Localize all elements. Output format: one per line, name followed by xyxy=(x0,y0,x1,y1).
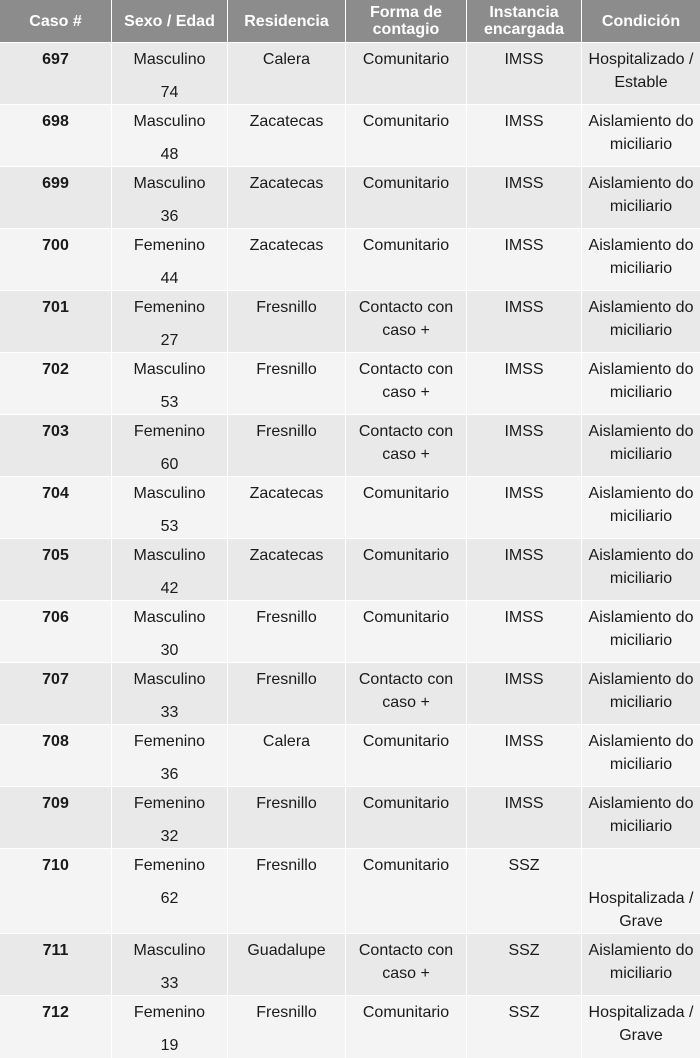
case-number: 712 xyxy=(42,1004,69,1021)
institution-value: IMSS xyxy=(504,361,544,378)
header-instancia: Instancia encargada xyxy=(466,0,581,42)
cell-residencia xyxy=(227,476,345,538)
cell-forma-contagio xyxy=(345,42,466,104)
age-value: 33 xyxy=(160,704,179,721)
cell-sexo-edad xyxy=(111,104,227,166)
header-caso: Caso # xyxy=(0,0,111,42)
age-value: 48 xyxy=(160,146,179,163)
residence-value: Fresnillo xyxy=(256,361,317,378)
sex-value: Femenino xyxy=(133,423,206,440)
cell-instancia xyxy=(466,476,581,538)
institution-value: SSZ xyxy=(508,1004,540,1021)
cell-condicion xyxy=(581,42,700,104)
residence-value: Zacatecas xyxy=(249,485,324,502)
cell-sexo-edad xyxy=(111,995,227,1058)
contagion-value: Comunitario xyxy=(362,113,450,130)
cell-condicion xyxy=(581,662,700,724)
cell-sexo-edad xyxy=(111,228,227,290)
condition-value: Aislamiento domiciliario xyxy=(588,299,694,339)
cell-condicion xyxy=(581,724,700,786)
cell-residencia xyxy=(227,786,345,848)
cell-instancia xyxy=(466,42,581,104)
sex-value: Masculino xyxy=(133,609,206,626)
table-row xyxy=(0,933,700,995)
cell-forma-contagio xyxy=(345,476,466,538)
case-number: 710 xyxy=(42,857,69,874)
cell-forma-contagio xyxy=(345,414,466,476)
age-value: 27 xyxy=(160,332,179,349)
cell-caso xyxy=(0,600,111,662)
cell-forma-contagio xyxy=(345,352,466,414)
case-number: 699 xyxy=(42,175,69,192)
sex-value: Femenino xyxy=(133,299,206,316)
table-row xyxy=(0,228,700,290)
case-number: 701 xyxy=(42,299,69,316)
sex-value: Masculino xyxy=(133,361,206,378)
sex-value: Femenino xyxy=(133,857,206,874)
condition-value: Aislamiento domiciliario xyxy=(588,795,694,835)
institution-value: IMSS xyxy=(504,547,544,564)
header-condicion: Condición xyxy=(581,0,700,42)
cell-instancia xyxy=(466,166,581,228)
cell-instancia xyxy=(466,104,581,166)
cell-instancia xyxy=(466,352,581,414)
condition-value: Hospitalizada / Grave xyxy=(588,890,694,930)
table-row xyxy=(0,476,700,538)
residence-value: Fresnillo xyxy=(256,423,317,440)
cell-caso xyxy=(0,476,111,538)
sex-value: Masculino xyxy=(133,547,206,564)
cell-instancia xyxy=(466,414,581,476)
sex-value: Masculino xyxy=(133,51,206,68)
cell-condicion xyxy=(581,228,700,290)
age-value: 42 xyxy=(160,580,179,597)
cell-forma-contagio xyxy=(345,290,466,352)
cell-sexo-edad xyxy=(111,662,227,724)
cell-condicion xyxy=(581,995,700,1058)
cell-instancia xyxy=(466,848,581,933)
institution-value: IMSS xyxy=(504,485,544,502)
cell-instancia xyxy=(466,600,581,662)
cell-forma-contagio xyxy=(345,166,466,228)
sex-value: Masculino xyxy=(133,942,206,959)
cell-forma-contagio xyxy=(345,933,466,995)
cell-residencia xyxy=(227,414,345,476)
age-value: 44 xyxy=(160,270,179,287)
institution-value: IMSS xyxy=(504,113,544,130)
cell-caso xyxy=(0,104,111,166)
table-row xyxy=(0,724,700,786)
cell-condicion xyxy=(581,538,700,600)
table-row xyxy=(0,600,700,662)
cell-sexo-edad xyxy=(111,476,227,538)
cell-residencia xyxy=(227,848,345,933)
cell-condicion xyxy=(581,600,700,662)
cell-residencia xyxy=(227,995,345,1058)
cell-forma-contagio xyxy=(345,848,466,933)
cell-forma-contagio xyxy=(345,724,466,786)
condition-value: Hospitalizado / Estable xyxy=(588,51,694,91)
institution-value: IMSS xyxy=(504,423,544,440)
contagion-value: Comunitario xyxy=(362,1004,450,1021)
cell-residencia xyxy=(227,290,345,352)
cell-instancia xyxy=(466,933,581,995)
age-value: 32 xyxy=(160,828,179,845)
cell-sexo-edad xyxy=(111,352,227,414)
institution-value: IMSS xyxy=(504,609,544,626)
residence-value: Fresnillo xyxy=(256,671,317,688)
cell-forma-contagio xyxy=(345,538,466,600)
condition-value: Aislamiento domiciliario xyxy=(588,547,694,587)
case-number: 703 xyxy=(42,423,69,440)
case-number: 705 xyxy=(42,547,69,564)
table-row xyxy=(0,166,700,228)
case-number: 708 xyxy=(42,733,69,750)
contagion-value: Comunitario xyxy=(362,485,450,502)
age-value: 19 xyxy=(160,1037,179,1054)
case-number: 709 xyxy=(42,795,69,812)
cell-caso xyxy=(0,228,111,290)
residence-value: Zacatecas xyxy=(249,175,324,192)
contagion-value: Comunitario xyxy=(362,175,450,192)
institution-value: IMSS xyxy=(504,175,544,192)
condition-value: Hospitalizada / Grave xyxy=(588,1004,694,1044)
condition-value: Aislamiento domiciliario xyxy=(588,485,694,525)
case-number: 704 xyxy=(42,485,69,502)
cell-caso xyxy=(0,995,111,1058)
table-row xyxy=(0,538,700,600)
cell-condicion xyxy=(581,290,700,352)
cell-forma-contagio xyxy=(345,995,466,1058)
condition-value: Aislamiento domiciliario xyxy=(588,942,694,982)
residence-value: Zacatecas xyxy=(249,113,324,130)
case-number: 698 xyxy=(42,113,69,130)
contagion-value: Comunitario xyxy=(362,237,450,254)
residence-value: Guadalupe xyxy=(247,942,326,959)
condition-value: Aislamiento domiciliario xyxy=(588,113,694,153)
cell-caso xyxy=(0,166,111,228)
cell-residencia xyxy=(227,104,345,166)
cell-caso xyxy=(0,724,111,786)
residence-value: Zacatecas xyxy=(249,547,324,564)
cell-instancia xyxy=(466,786,581,848)
age-value: 62 xyxy=(160,890,179,907)
sex-value: Masculino xyxy=(133,113,206,130)
age-value: 74 xyxy=(160,84,179,101)
contagion-value: Comunitario xyxy=(362,857,450,874)
contagion-value: Comunitario xyxy=(362,609,450,626)
cell-condicion xyxy=(581,786,700,848)
cell-caso xyxy=(0,414,111,476)
sex-value: Femenino xyxy=(133,795,206,812)
cell-condicion xyxy=(581,476,700,538)
cell-condicion xyxy=(581,848,700,933)
table-row xyxy=(0,848,700,933)
condition-value: Aislamiento domiciliario xyxy=(588,609,694,649)
residence-value: Calera xyxy=(262,51,311,68)
institution-value: IMSS xyxy=(504,733,544,750)
residence-value: Fresnillo xyxy=(256,857,317,874)
residence-value: Calera xyxy=(262,733,311,750)
condition-value: Aislamiento domiciliario xyxy=(588,175,694,215)
condition-value: Aislamiento domiciliario xyxy=(588,361,694,401)
header-row xyxy=(0,0,700,42)
cell-forma-contagio xyxy=(345,662,466,724)
cell-caso xyxy=(0,538,111,600)
cell-caso xyxy=(0,352,111,414)
cell-forma-contagio xyxy=(345,600,466,662)
cell-sexo-edad xyxy=(111,600,227,662)
cell-residencia xyxy=(227,933,345,995)
cell-sexo-edad xyxy=(111,42,227,104)
cell-condicion xyxy=(581,933,700,995)
cell-forma-contagio xyxy=(345,104,466,166)
cell-residencia xyxy=(227,166,345,228)
condition-value: Aislamiento domiciliario xyxy=(588,237,694,277)
cell-caso xyxy=(0,42,111,104)
table-row xyxy=(0,42,700,104)
cell-instancia xyxy=(466,724,581,786)
institution-value: IMSS xyxy=(504,299,544,316)
case-number: 697 xyxy=(42,51,69,68)
condition-value: Aislamiento domiciliario xyxy=(588,733,694,773)
table-row xyxy=(0,786,700,848)
age-value: 60 xyxy=(160,456,179,473)
table-body xyxy=(0,42,700,1058)
cell-residencia xyxy=(227,42,345,104)
table-row xyxy=(0,104,700,166)
sex-value: Femenino xyxy=(133,237,206,254)
table-row xyxy=(0,995,700,1058)
cell-condicion xyxy=(581,352,700,414)
cell-caso xyxy=(0,786,111,848)
contagion-value: Comunitario xyxy=(362,51,450,68)
contagion-value: Comunitario xyxy=(362,733,450,750)
cell-forma-contagio xyxy=(345,228,466,290)
cell-instancia xyxy=(466,538,581,600)
cell-forma-contagio xyxy=(345,786,466,848)
sex-value: Femenino xyxy=(133,733,206,750)
residence-value: Zacatecas xyxy=(249,237,324,254)
age-value: 53 xyxy=(160,394,179,411)
institution-value: IMSS xyxy=(504,51,544,68)
condition-value: Aislamiento domiciliario xyxy=(588,671,694,711)
cell-residencia xyxy=(227,352,345,414)
institution-value: SSZ xyxy=(508,942,540,959)
header-forma-contagio: Forma de contagio xyxy=(345,0,466,42)
age-value: 36 xyxy=(160,208,179,225)
condition-value: Aislamiento domiciliario xyxy=(588,423,694,463)
case-number: 711 xyxy=(42,942,69,959)
sex-value: Masculino xyxy=(133,485,206,502)
residence-value: Fresnillo xyxy=(256,1004,317,1021)
age-value: 33 xyxy=(160,975,179,992)
cell-residencia xyxy=(227,662,345,724)
cell-sexo-edad xyxy=(111,933,227,995)
case-number: 700 xyxy=(42,237,69,254)
cell-residencia xyxy=(227,538,345,600)
cell-condicion xyxy=(581,414,700,476)
residence-value: Fresnillo xyxy=(256,299,317,316)
cell-instancia xyxy=(466,228,581,290)
age-value: 30 xyxy=(160,642,179,659)
cell-caso xyxy=(0,662,111,724)
cell-instancia xyxy=(466,662,581,724)
residence-value: Fresnillo xyxy=(256,609,317,626)
cell-instancia xyxy=(466,290,581,352)
table-row xyxy=(0,662,700,724)
table-row xyxy=(0,352,700,414)
cell-instancia xyxy=(466,995,581,1058)
table-header xyxy=(0,0,700,42)
header-sexo-edad: Sexo / Edad xyxy=(111,0,227,42)
table-row xyxy=(0,414,700,476)
sex-value: Masculino xyxy=(133,671,206,688)
age-value: 53 xyxy=(160,518,179,535)
residence-value: Fresnillo xyxy=(256,795,317,812)
cell-sexo-edad xyxy=(111,166,227,228)
contagion-value: Contacto con caso + xyxy=(358,423,454,463)
cell-caso xyxy=(0,290,111,352)
case-number: 707 xyxy=(42,671,69,688)
cell-condicion xyxy=(581,104,700,166)
contagion-value: Contacto con caso + xyxy=(358,299,454,339)
cell-caso xyxy=(0,848,111,933)
age-value: 36 xyxy=(160,766,179,783)
contagion-value: Contacto con caso + xyxy=(358,361,454,401)
cell-sexo-edad xyxy=(111,786,227,848)
contagion-value: Comunitario xyxy=(362,795,450,812)
contagion-value: Comunitario xyxy=(362,547,450,564)
case-number: 702 xyxy=(42,361,69,378)
cell-residencia xyxy=(227,600,345,662)
cell-residencia xyxy=(227,724,345,786)
cell-sexo-edad xyxy=(111,290,227,352)
cell-condicion xyxy=(581,166,700,228)
table-row xyxy=(0,290,700,352)
sex-value: Masculino xyxy=(133,175,206,192)
cell-residencia xyxy=(227,228,345,290)
institution-value: IMSS xyxy=(504,237,544,254)
sex-value: Femenino xyxy=(133,1004,206,1021)
cell-sexo-edad xyxy=(111,414,227,476)
contagion-value: Contacto con caso + xyxy=(358,671,454,711)
cell-sexo-edad xyxy=(111,848,227,933)
institution-value: SSZ xyxy=(508,857,540,874)
institution-value: IMSS xyxy=(504,795,544,812)
contagion-value: Contacto con caso + xyxy=(358,942,454,982)
header-residencia: Residencia xyxy=(227,0,345,42)
institution-value: IMSS xyxy=(504,671,544,688)
cell-sexo-edad xyxy=(111,724,227,786)
cell-sexo-edad xyxy=(111,538,227,600)
cell-caso xyxy=(0,933,111,995)
case-number: 706 xyxy=(42,609,69,626)
